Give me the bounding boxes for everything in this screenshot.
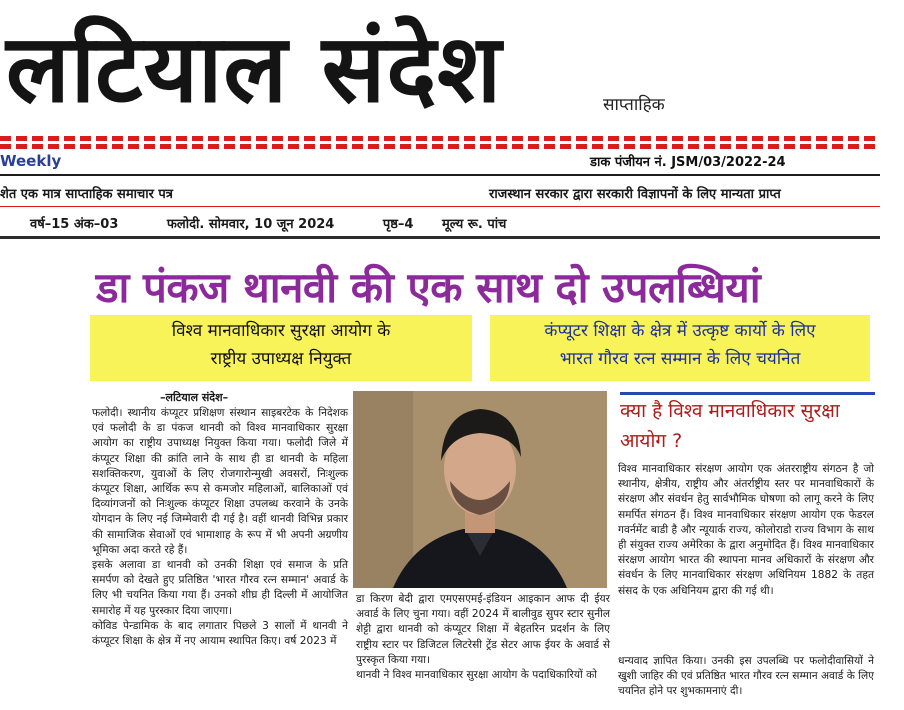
article-paragraph: डा किरण बेदी द्वारा एमएसएमई-इंडियन आइकान आफ दी ईयर अवार्ड के लिए चुना गया। वहीं 2024 में बालीवुड सुपर स्टार सुनील शेट्टी द्वारा थानवी को कंप्यूटर शिक्षा में बेहतरिन प्रदर्शन के लिए राष्ट्रीय स्टार पर डिजिटल लिटरेसी ट्रेंड सेटर आफ ईयर के अवार्ड से पुरस्कृत किया गया।	[356, 593, 610, 666]
issue-volume: वर्ष–15 अंक–03	[30, 217, 119, 232]
article-paragraph: इसके अलावा डा थानवी को उनकी शिक्षा एवं समाज के प्रति समर्पण को देखते हुए प्रतिष्ठित 'भारत गौरव रत्न सम्मान' अवार्ड के लिए भी चयनित किया गया हैं। उनको शीघ्र ही दिल्ली में आयोजित समारोह में यह पुरस्कार दिया जाएगा।	[92, 559, 348, 617]
portrait-illustration	[353, 391, 607, 588]
sidebar-accent-bar	[620, 392, 875, 395]
issue-price: मूल्य रू. पांच	[442, 217, 507, 232]
highlight-right-line1: कंप्यूटर शिक्षा के क्षेत्र में उत्कृष्ट कार्यो के लिए	[544, 321, 816, 341]
registration-number: डाक पंजीयन नं. JSM/03/2022-24	[590, 155, 786, 170]
frequency-label: साप्ताहिक	[603, 95, 665, 115]
article-headline: डा पंकज थानवी की एक साथ दो उपलब्धियां	[96, 263, 761, 312]
issue-page: पृष्ठ–4	[382, 217, 414, 232]
dashed-divider	[0, 144, 880, 149]
tagline-left: शेत एक मात्र साप्ताहिक समाचार पत्र	[0, 187, 173, 202]
weekly-label: Weekly	[0, 152, 62, 170]
highlight-left-line1: विश्व मानवाधिकार सुरक्षा आयोग के	[171, 321, 391, 341]
byline: –लटियाल संदेश–	[160, 391, 229, 404]
portrait-photo	[353, 391, 607, 588]
dashed-divider	[0, 136, 880, 141]
highlight-right-line2: भारत गौरव रत्न सम्मान के लिए चयनित	[559, 349, 801, 369]
article-column-mid	[356, 592, 610, 683]
article-paragraph: कोविड पेन्डामिक के बाद लगातार पिछले 3 सालों में थानवी ने कंप्यूटर शिक्षा के क्षेत्र में नए आयाम स्थापित किए। वर्ष 2023 में	[92, 619, 348, 648]
masthead-title: लटियाल संदेश	[6, 15, 503, 124]
sidebar-body-continued: धन्यवाद ज्ञापित किया। उनकी इस उपलब्धि पर फलोदीवासियों ने खुशी जाहिर की एवं प्रतिष्ठित भारत गौरव रत्न सम्मान अवार्ड के लिए चयनित होने पर शुभकामनाएं दी।	[618, 655, 874, 698]
issue-info-row	[30, 214, 550, 232]
rule-divider	[0, 206, 880, 207]
tagline-right: राजस्थान सरकार द्वारा सरकारी विज्ञापनों के लिए मान्यता प्राप्त	[489, 187, 781, 202]
rule-divider	[0, 236, 880, 239]
highlight-left-line2: राष्ट्रीय उपाध्यक्ष नियुक्त	[210, 349, 352, 369]
rule-divider	[0, 174, 880, 176]
sidebar-body: विश्व मानवाधिकार संरक्षण आयोग एक अंतरराष्ट्रीय संगठन है जो स्थानीय, क्षेत्रीय, राष्ट्रीय और अंतर्राष्ट्रीय स्तर पर मानवाधिकारों के संरक्षण और संवर्धन हेतु सार्वभौमिक घोषणा को लागू करने के लिए समर्पित संगठन हैं। विश्व मानवाधिकार संरक्षण आयोग एक फेडरल गवर्नमेंट बाडी है और न्यूयार्क राज्य, कोलोराडो राज्य विभाग के साथ ही संयुक्त राज्य अमेरिका के द्वारा अनुमोदित हैं। विश्व मानवाधिकार संरक्षण आयोग भारत की स्थापना मानव अधिकारों के संरक्षण और संवर्धन के लिए मानवाधिकार संरक्षण अधिनियम 1882 के तहत संसद के एक अधिनियम द्वारा की गई थी।	[618, 463, 874, 597]
article-column-left	[92, 406, 348, 649]
article-paragraph: थानवी ने विश्व मानवाधिकार सुरक्षा आयोग के पदाधिकारियों को	[356, 669, 597, 682]
article-paragraph: फलोदी। स्थानीय कंप्यूटर प्रशिक्षण संस्थान साइबरटेक के निदेशक एवं फलोदी के डा पंकज थानवी को विश्व मानवाधिकार सुरक्षा आयोग का राष्ट्रीय उपाध्यक्ष नियुक्त किया गया। फलोदी जिले में कंप्यूटर शिक्षा की क्रांति लाने के साथ ही डा थानवी के महिला सशक्तिकरण, युवाओं के लिए रोजगारोन्मुखी अवसरों, निःशुल्क कंप्यूटर शिक्षा, आर्थिक रूप से कमजोर महिलाओं, बालिकाओं एवं दिव्यांगजनों को निःशुल्क कंप्यूटर शिक्षा उपलब्ध करवाने के उनके योगदान के लिए नई जिम्मेवारी दी गई है। वहीं थानवी विभिन्न प्रकार की सामाजिक सेवाओं एवं भामाशाह के रूप में भी अपनी अग्रणीय भूमिका अदा करते रहे हैं।	[92, 407, 348, 556]
sidebar-title: क्या है विश्व मानवाधिकार सुरक्षा आयोग ?	[620, 400, 840, 452]
issue-dateline: फलोदी. सोमवार, 10 जून 2024	[166, 217, 335, 232]
highlight-box-left	[90, 315, 472, 381]
highlight-box-right	[490, 315, 870, 381]
